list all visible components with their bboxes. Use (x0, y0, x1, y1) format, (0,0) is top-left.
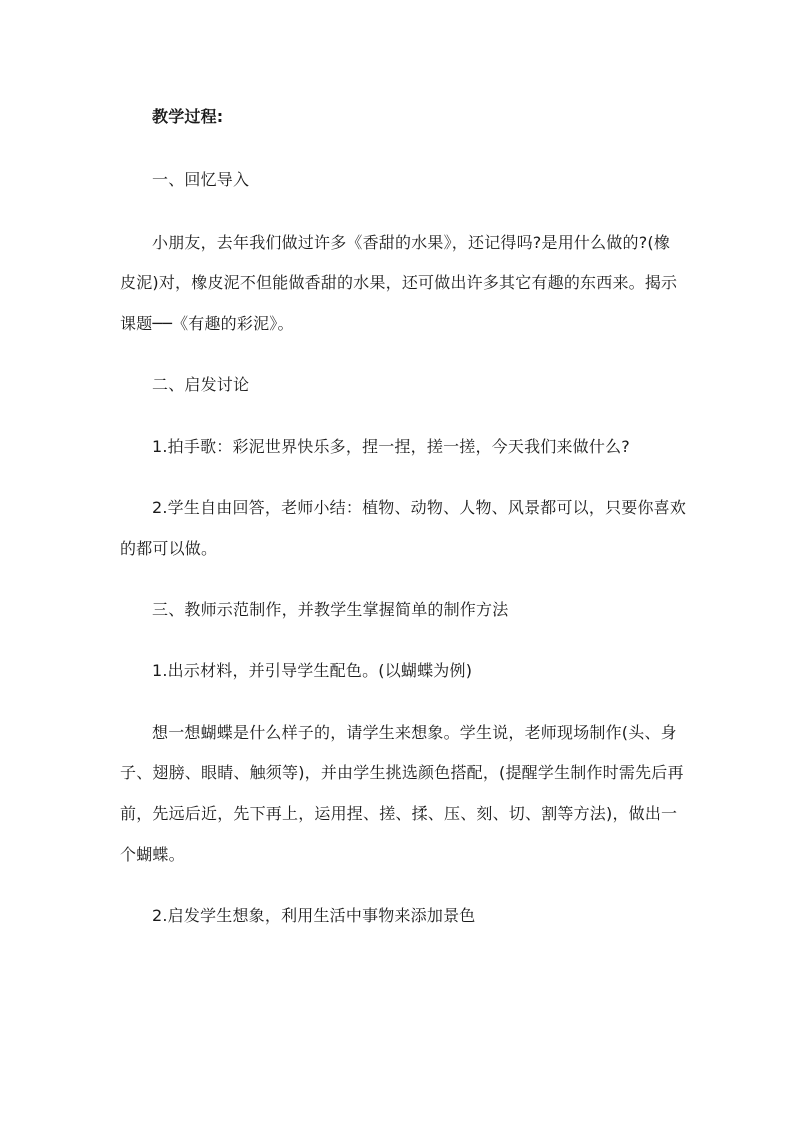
paragraph-line: 课题──《有趣的彩泥》。 (120, 314, 294, 333)
section-title-demonstration: 三、教师示范制作，并教学生掌握简单的制作方法 (152, 600, 509, 619)
paragraph-line: 皮泥)对，橡皮泥不但能做香甜的水果，还可做出许多其它有趣的东西来。揭示 (120, 273, 678, 292)
paragraph-line: 小朋友，去年我们做过许多《香甜的水果》，还记得吗?是用什么做的?(橡 (152, 233, 671, 252)
list-item: 2.学生自由回答，老师小结：植物、动物、人物、风景都可以，只要你喜欢 (152, 498, 687, 517)
list-item: 1.拍手歌：彩泥世界快乐多，捏一捏，搓一搓，今天我们来做什么? (152, 437, 630, 456)
paragraph-line: 子、翅膀、眼睛、触须等)，并由学生挑选颜色搭配，(提醒学生制作时需先后再 (120, 763, 684, 782)
page-heading: 教学过程: (152, 107, 224, 126)
section-title-recall: 一、回忆导入 (152, 170, 250, 189)
paragraph-line: 个蝴蝶。 (120, 845, 185, 864)
list-item: 2.启发学生想象，利用生活中事物来添加景色 (152, 906, 476, 925)
paragraph-line: 前，先远后近，先下再上，运用捏、搓、揉、压、刻、切、割等方法)，做出一 (120, 804, 678, 823)
section-title-discussion: 二、启发讨论 (152, 375, 250, 394)
list-item-continuation: 的都可以做。 (120, 539, 218, 558)
list-item: 1.出示材料，并引导学生配色。(以蝴蝶为例) (152, 661, 473, 680)
paragraph-line: 想一想蝴蝶是什么样子的，请学生来想象。学生说，老师现场制作(头、身 (152, 723, 677, 742)
